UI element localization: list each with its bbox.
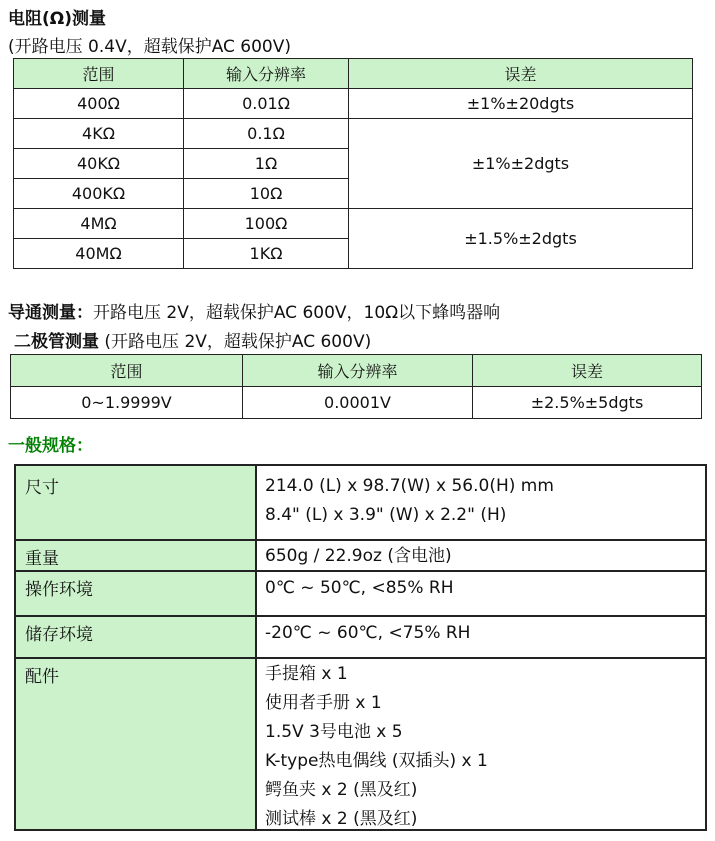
range-cell: 400Ω xyxy=(14,89,184,119)
diode-line xyxy=(14,327,371,352)
range-cell: 40MΩ xyxy=(14,239,184,269)
header-error: 误差 xyxy=(349,59,693,89)
general-title: 一般规格： xyxy=(8,436,93,456)
spec-value-line: 8.4" (L) x 3.9" (W) x 2.2" (H) xyxy=(265,505,507,525)
diode-title: 二极管测量 xyxy=(14,332,99,352)
resolution-cell: 1Ω xyxy=(184,149,349,179)
spec-row-accessories xyxy=(16,659,705,829)
header-resolution: 输入分辨率 xyxy=(243,355,473,387)
spec-row-weight xyxy=(16,541,705,572)
resolution-cell: 10Ω xyxy=(184,179,349,209)
spec-label: 配件 xyxy=(16,659,257,829)
resistance-title: 电阻(Ω)测量 xyxy=(8,9,106,29)
spec-row-operating xyxy=(16,572,705,617)
range-cell: 4KΩ xyxy=(14,119,184,149)
spec-label: 操作环境 xyxy=(16,572,257,615)
table-header-row xyxy=(11,355,702,387)
error-cell: ±1%±20dgts xyxy=(349,89,693,119)
table-header-row xyxy=(14,59,693,89)
general-spec-table xyxy=(14,464,707,831)
spec-value-line: 鳄鱼夹 x 2 (黑及红) xyxy=(265,780,418,800)
resistance-note: (开路电压 0.4V，超载保护AC 600V) xyxy=(8,37,292,57)
spec-value xyxy=(257,659,705,829)
spec-row-storage xyxy=(16,617,705,659)
resistance-table xyxy=(13,58,693,269)
spec-value-line: K-type热电偶线 (双插头) x 1 xyxy=(265,751,488,771)
resolution-cell: 100Ω xyxy=(184,209,349,239)
continuity-note: 开路电压 2V，超载保护AC 600V，10Ω以下蜂鸣器响 xyxy=(93,303,501,323)
spec-value xyxy=(257,466,705,539)
header-range: 范围 xyxy=(11,355,243,387)
error-cell: ±1.5%±2dgts xyxy=(349,209,693,269)
range-cell: 0~1.9999V xyxy=(11,387,243,419)
spec-value xyxy=(257,541,705,570)
spec-label: 尺寸 xyxy=(16,466,257,539)
diode-table xyxy=(10,354,702,419)
continuity-title: 导通测量： xyxy=(8,303,93,323)
spec-value-line: 650g / 22.9oz (含电池) xyxy=(265,546,452,566)
resolution-cell: 1KΩ xyxy=(184,239,349,269)
diode-note: (开路电压 2V，超载保护AC 600V) xyxy=(104,332,372,352)
table-row xyxy=(14,209,693,239)
table-row xyxy=(14,119,693,149)
spec-value xyxy=(257,572,705,615)
table-row xyxy=(14,89,693,119)
spec-value-line: 0℃ ~ 50℃, <85% RH xyxy=(265,578,454,598)
spec-value-line: 手提箱 x 1 xyxy=(265,664,348,684)
spec-value xyxy=(257,617,705,657)
spec-value-line: 1.5V 3号电池 x 5 xyxy=(265,722,403,742)
range-cell: 400KΩ xyxy=(14,179,184,209)
spec-row-dimensions xyxy=(16,466,705,541)
resolution-cell: 0.0001V xyxy=(243,387,473,419)
table-row xyxy=(11,387,702,419)
header-range: 范围 xyxy=(14,59,184,89)
resolution-cell: 0.01Ω xyxy=(184,89,349,119)
spec-value-line: -20℃ ~ 60℃, <75% RH xyxy=(265,623,471,643)
header-error: 误差 xyxy=(473,355,702,387)
spec-value-line: 测试棒 x 2 (黑及红) xyxy=(265,809,418,829)
continuity-line xyxy=(8,298,500,323)
header-resolution: 输入分辨率 xyxy=(184,59,349,89)
error-cell: ±2.5%±5dgts xyxy=(473,387,702,419)
spec-value-line: 使用者手册 x 1 xyxy=(265,693,382,713)
resolution-cell: 0.1Ω xyxy=(184,119,349,149)
spec-value-line: 214.0 (L) x 98.7(W) x 56.0(H) mm xyxy=(265,476,554,496)
spec-label: 重量 xyxy=(16,541,257,570)
range-cell: 4MΩ xyxy=(14,209,184,239)
range-cell: 40KΩ xyxy=(14,149,184,179)
spec-label: 储存环境 xyxy=(16,617,257,657)
error-cell: ±1%±2dgts xyxy=(349,119,693,209)
